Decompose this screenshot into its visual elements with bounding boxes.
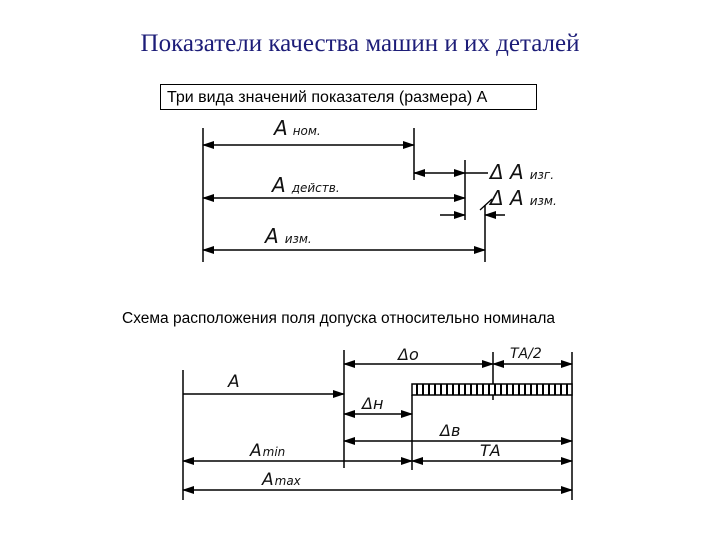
- diagram2-caption: Схема расположения поля допуска относительно номинала: [122, 310, 556, 327]
- tolerance-field: [412, 384, 572, 395]
- label-delta-izg: Δ А изг.: [490, 160, 555, 184]
- label2-ta: TА: [480, 441, 501, 460]
- label-delta-izm: Δ А изм.: [490, 186, 557, 210]
- label-a-izm: Аизм.: [265, 224, 312, 248]
- label2-delta-n: Δн: [362, 394, 384, 413]
- label2-delta-o: Δо: [398, 345, 419, 364]
- label-a-nom: Аном.: [274, 116, 321, 140]
- label2-a-max: Аmax: [262, 470, 301, 490]
- label2-a-min: Аmin: [250, 441, 286, 461]
- label2-a: А: [228, 372, 240, 392]
- label-a-deistv: Адейств.: [272, 173, 340, 197]
- label2-delta-v: Δв: [440, 421, 461, 440]
- diagram1-title-box: Три вида значений показателя (размера) А: [160, 84, 537, 110]
- page-title: Показатели качества машин и их деталей: [140, 30, 580, 57]
- label2-ta-half: TА/2: [510, 346, 542, 362]
